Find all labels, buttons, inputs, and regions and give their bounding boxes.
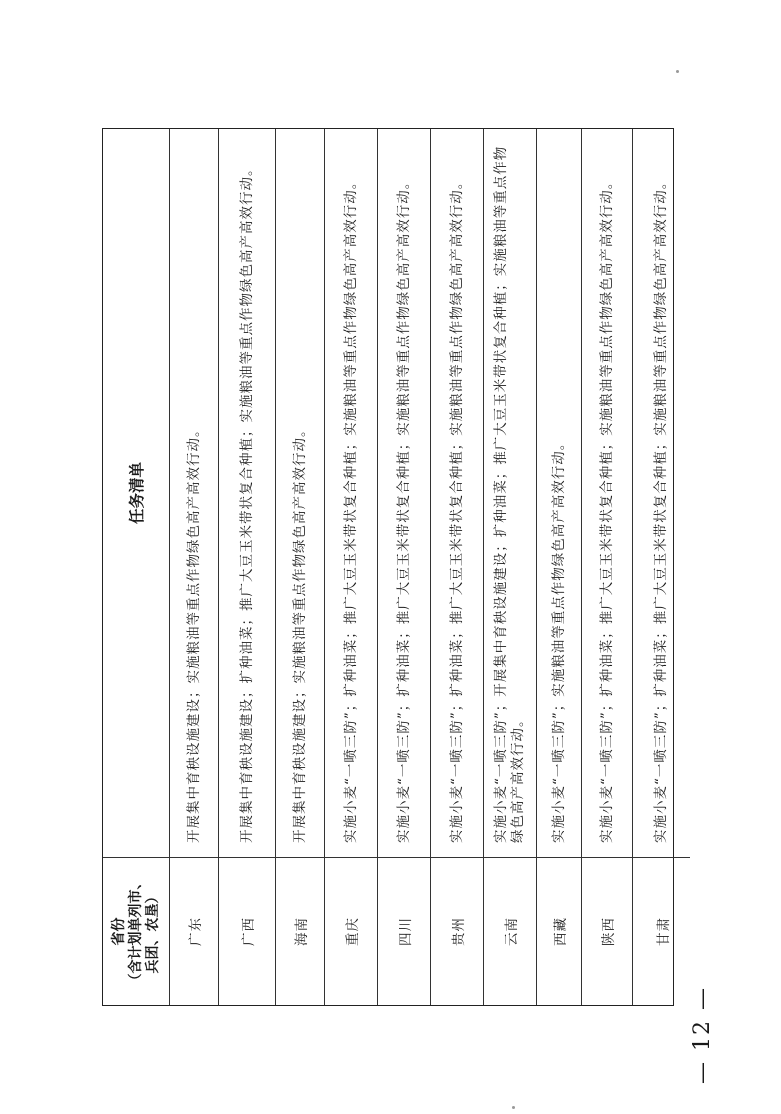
- task-cell: 实施小麦“一喷三防”；扩种油菜；推广大豆玉米带状复合种植；实施粮油等重点作物绿色高产高效行动。: [325, 129, 378, 857]
- province-header-line-3: 兵团、农垦）: [144, 889, 161, 974]
- task-cell: 开展集中育秧设施建设；扩种油菜；推广大豆玉米带状复合种植；实施粮油等重点作物绿色高产高效行动。: [219, 129, 276, 857]
- province-cell: 广西: [219, 857, 276, 1005]
- task-table: [102, 128, 674, 1006]
- task-cell: 实施小麦“一喷三防”；扩种油菜；推广大豆玉米带状复合种植；实施粮油等重点作物绿色高产高效行动。: [653, 174, 669, 843]
- task-cell: 开展集中育秧设施建设；实施粮油等重点作物绿色高产高效行动。: [170, 129, 219, 857]
- task-cell: 实施小麦“一喷三防”；扩种油菜；推广大豆玉米带状复合种植；实施粮油等重点作物绿色高产高效行动。: [378, 129, 431, 857]
- task-cell: 开展集中育秧设施建设；实施粮油等重点作物绿色高产高效行动。: [276, 129, 325, 857]
- scan-speck: [676, 70, 679, 73]
- task-cell: 实施小麦“一喷三防”；实施粮油等重点作物绿色高产高效行动。: [537, 129, 582, 857]
- province-cell: 云南: [484, 857, 537, 1005]
- province-cell: 陕西: [582, 857, 633, 1005]
- province-cell: 海南: [276, 857, 325, 1005]
- page-number: — 12 —: [690, 986, 715, 1084]
- province-cell: 贵州: [431, 857, 484, 1005]
- province-cell: 重庆: [325, 857, 378, 1005]
- task-cell: 实施小麦“一喷三防”；开展集中育秧设施建设；扩种油菜；推广大豆玉米带状复合种植；实施粮油等重点作物绿色高产高效行动。: [484, 129, 537, 857]
- province-cell: 西藏: [537, 857, 582, 1005]
- task-cell: 实施小麦“一喷三防”；扩种油菜；推广大豆玉米带状复合种植；实施粮油等重点作物绿色高产高效行动。: [582, 129, 633, 857]
- province-header-line-2: （含计划单列市、: [127, 875, 144, 988]
- province-cell: 广东: [170, 857, 219, 1005]
- province-cell: 甘肃: [633, 857, 690, 1005]
- task-cell: 实施小麦“一喷三防”；扩种油菜；推广大豆玉米带状复合种植；实施粮油等重点作物绿色高产高效行动。: [431, 129, 484, 857]
- province-header-line-1: 省份: [110, 917, 127, 946]
- scan-speck: [512, 1106, 515, 1109]
- province-column-header: [103, 857, 170, 1005]
- task-column-header: 任务清单: [103, 129, 170, 857]
- province-cell: 四川: [378, 857, 431, 1005]
